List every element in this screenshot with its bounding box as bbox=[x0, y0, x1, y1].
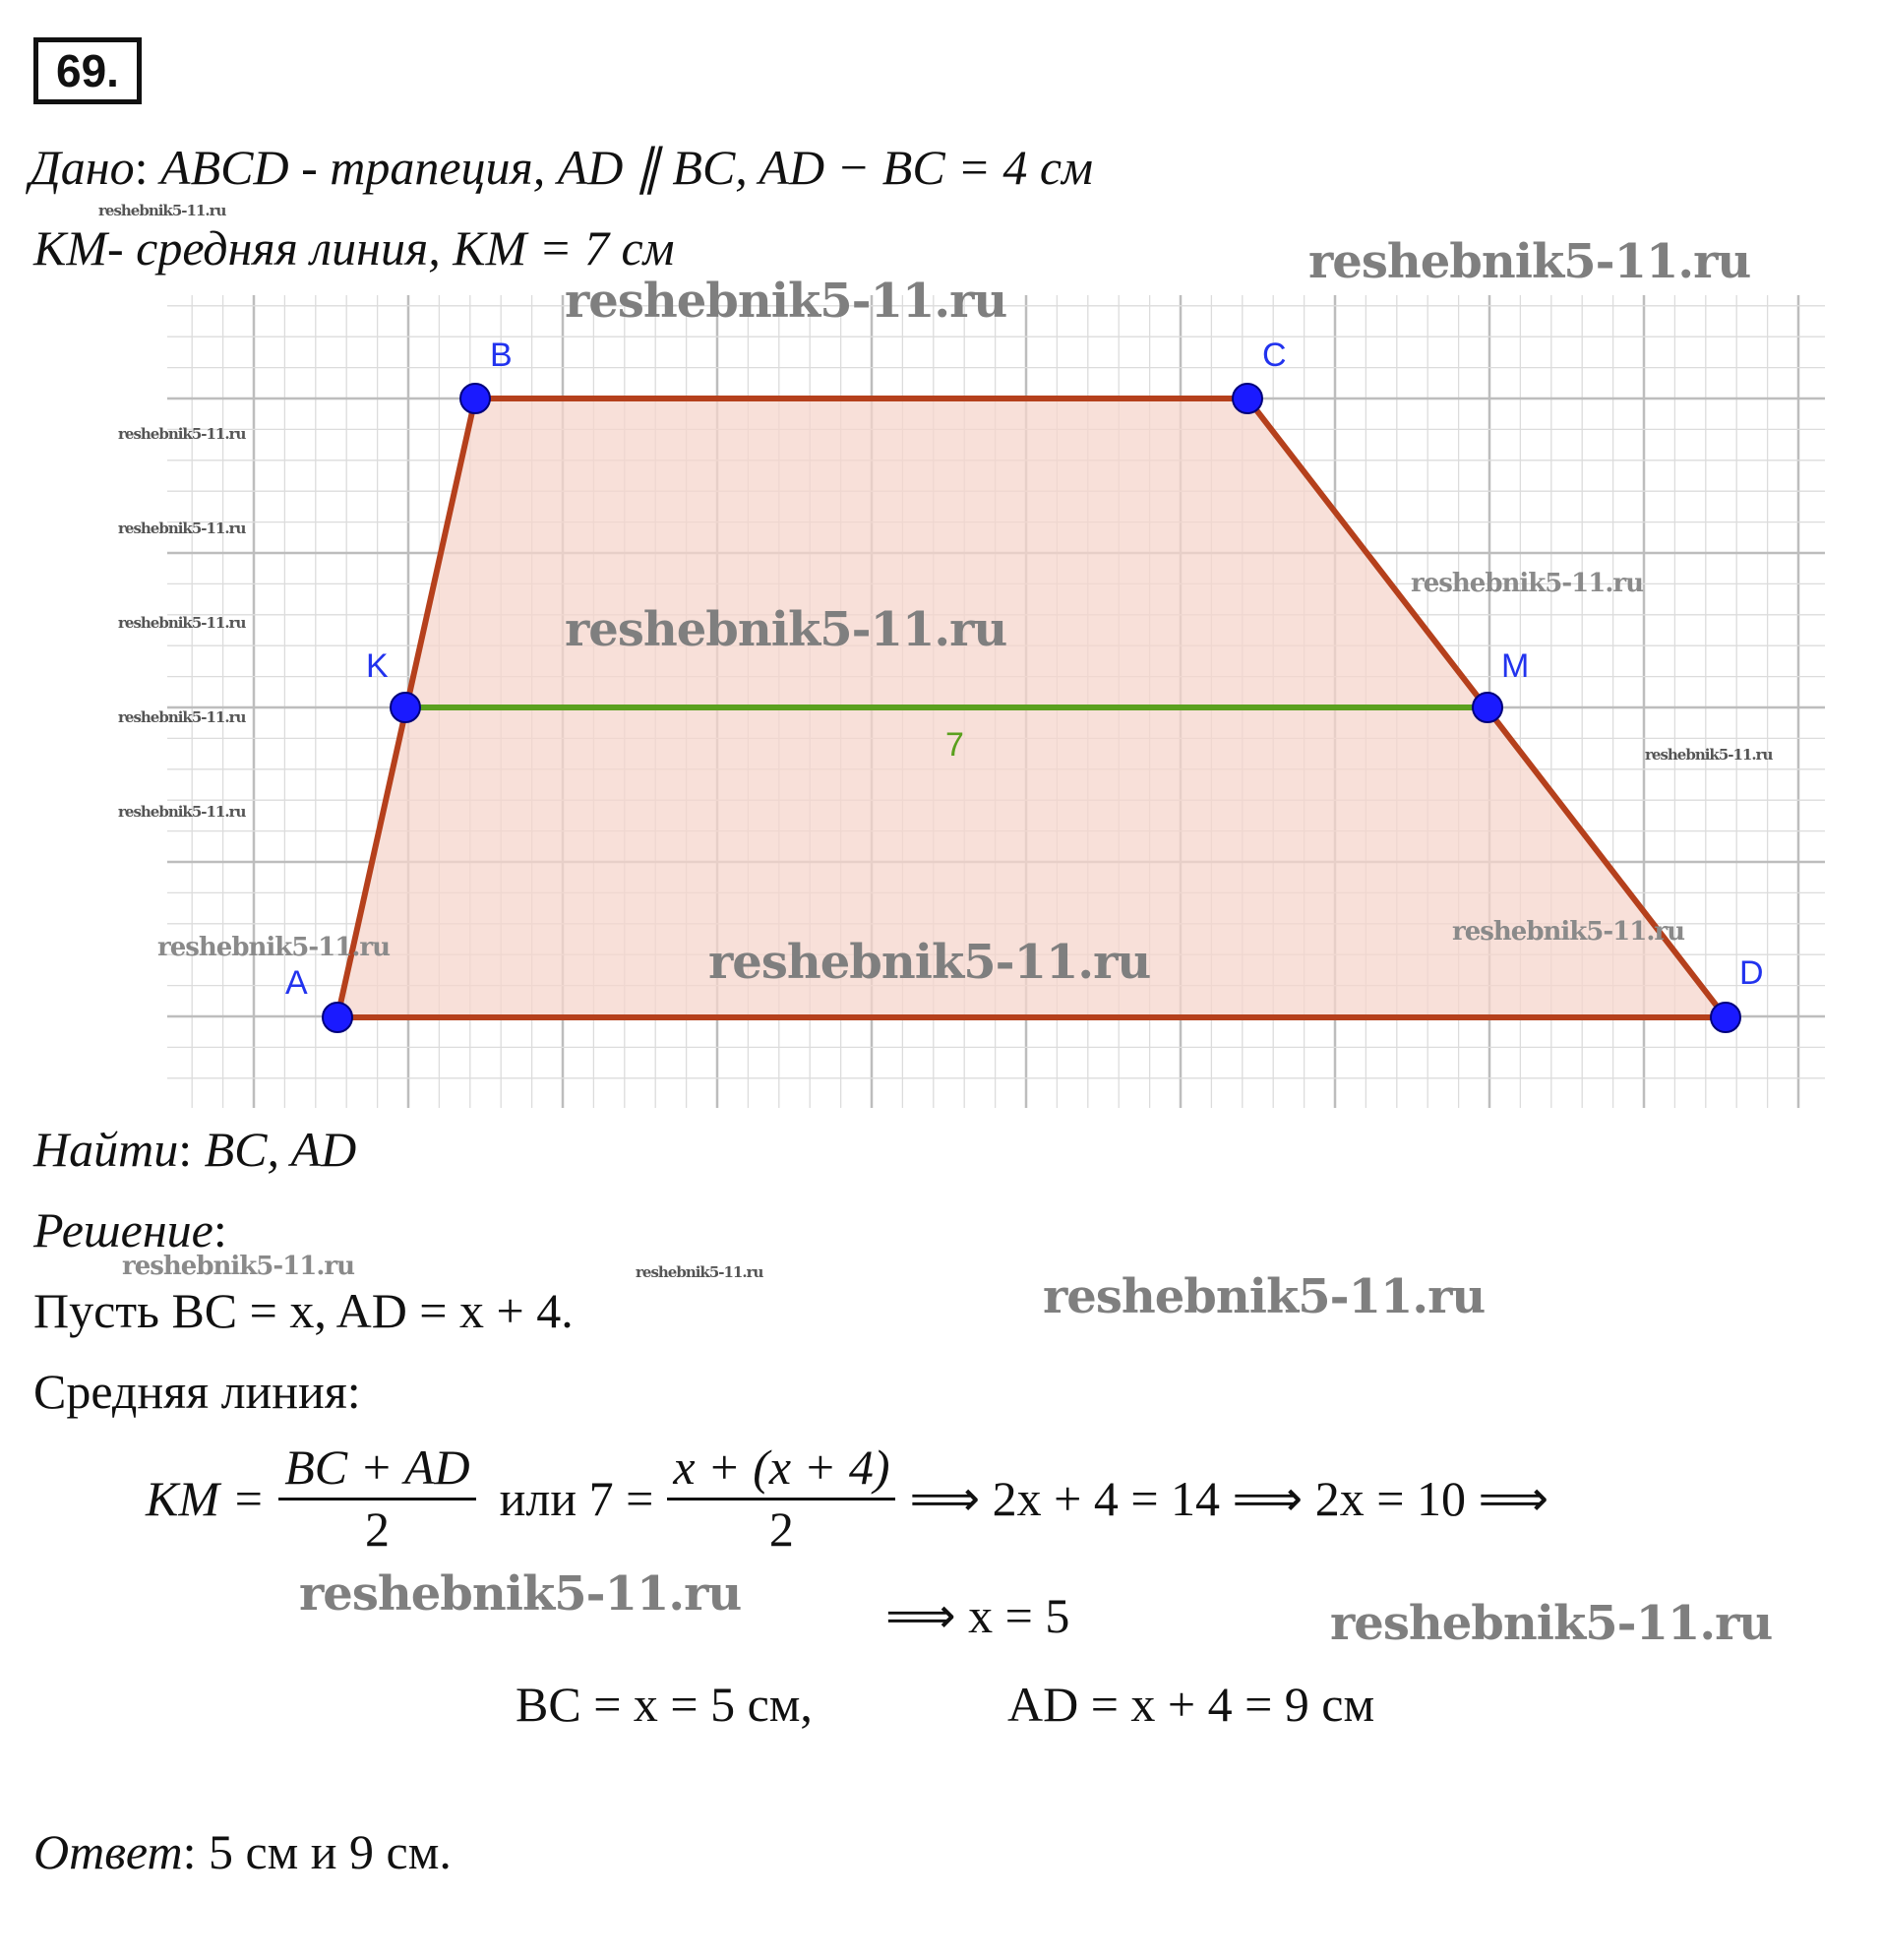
solution-label: Решение bbox=[33, 1202, 213, 1257]
point-b bbox=[460, 384, 490, 413]
watermark: reshebnik5-11.ru bbox=[565, 602, 1007, 657]
ad-result: AD = x + 4 = 9 см bbox=[1007, 1677, 1375, 1732]
find-text: BC, AD bbox=[204, 1122, 357, 1177]
given-text-1: ABCD - трапеция, AD ∥ BC, AD − BC = 4 см bbox=[160, 140, 1094, 195]
point-a bbox=[323, 1003, 352, 1032]
watermark: reshebnik5-11.ru bbox=[1043, 1269, 1486, 1324]
fraction-numerator: x + (x + 4) bbox=[667, 1439, 895, 1501]
let-line: Пусть BC = x, AD = x + 4. bbox=[33, 1283, 574, 1338]
point-c bbox=[1233, 384, 1262, 413]
answer-text: 5 см и 9 см. bbox=[208, 1824, 452, 1879]
label-m: M bbox=[1501, 647, 1530, 685]
watermark: reshebnik5-11.ru bbox=[118, 803, 246, 821]
label-k: K bbox=[366, 647, 389, 685]
find-line bbox=[33, 1120, 356, 1179]
watermark: reshebnik5-11.ru bbox=[122, 1252, 355, 1281]
watermark: reshebnik5-11.ru bbox=[1645, 746, 1773, 764]
eq-rhs: ⟹ 2x + 4 = 14 ⟹ 2x = 10 ⟹ bbox=[909, 1470, 1549, 1526]
label-d: D bbox=[1739, 954, 1764, 992]
eq-x-result: ⟹ x = 5 bbox=[885, 1588, 1070, 1643]
watermark: reshebnik5-11.ru bbox=[98, 202, 226, 219]
point-d bbox=[1711, 1003, 1740, 1032]
watermark: reshebnik5-11.ru bbox=[708, 935, 1151, 990]
given-label: Дано bbox=[30, 140, 135, 195]
watermark: reshebnik5-11.ru bbox=[118, 708, 246, 726]
midline-length-label: 7 bbox=[945, 726, 964, 764]
midline-heading: Средняя линия: bbox=[33, 1364, 361, 1419]
find-label: Найти bbox=[33, 1122, 179, 1177]
fraction-denominator: 2 bbox=[364, 1501, 390, 1557]
label-a: A bbox=[285, 964, 308, 1002]
watermark: reshebnik5-11.ru bbox=[118, 425, 246, 443]
answer-colon: : bbox=[182, 1824, 209, 1879]
solution-colon: : bbox=[212, 1202, 227, 1257]
watermark: reshebnik5-11.ru bbox=[1452, 917, 1685, 947]
fraction-x bbox=[667, 1439, 895, 1558]
bc-result: BC = x = 5 см, bbox=[516, 1677, 813, 1732]
label-c: C bbox=[1262, 337, 1287, 374]
watermark: reshebnik5-11.ru bbox=[299, 1566, 742, 1622]
watermark: reshebnik5-11.ru bbox=[1308, 234, 1751, 289]
find-colon: : bbox=[178, 1122, 205, 1177]
point-m bbox=[1473, 693, 1502, 722]
watermark: reshebnik5-11.ru bbox=[565, 274, 1007, 329]
answer-line bbox=[33, 1822, 452, 1881]
answer-label: Ответ bbox=[33, 1824, 183, 1879]
given-colon: : bbox=[134, 140, 161, 195]
watermark: reshebnik5-11.ru bbox=[118, 520, 246, 537]
fraction-numerator: BC + AD bbox=[278, 1439, 475, 1501]
point-k bbox=[391, 693, 420, 722]
given-line-2: KM- средняя линия, KM = 7 см bbox=[33, 220, 675, 276]
watermark: reshebnik5-11.ru bbox=[1330, 1596, 1773, 1651]
eq-or: или 7 = bbox=[499, 1470, 654, 1526]
fraction-bc-ad bbox=[278, 1439, 475, 1558]
label-b: B bbox=[490, 337, 513, 374]
watermark: reshebnik5-11.ru bbox=[1411, 569, 1644, 598]
watermark: reshebnik5-11.ru bbox=[118, 614, 246, 632]
watermark: reshebnik5-11.ru bbox=[157, 933, 391, 962]
eq-lhs: KM = bbox=[146, 1470, 266, 1526]
problem-number: 69. bbox=[33, 37, 142, 104]
solution-heading bbox=[33, 1200, 227, 1259]
watermark: reshebnik5-11.ru bbox=[636, 1263, 763, 1281]
midline-equation bbox=[146, 1439, 1548, 1558]
fraction-denominator: 2 bbox=[768, 1501, 794, 1557]
